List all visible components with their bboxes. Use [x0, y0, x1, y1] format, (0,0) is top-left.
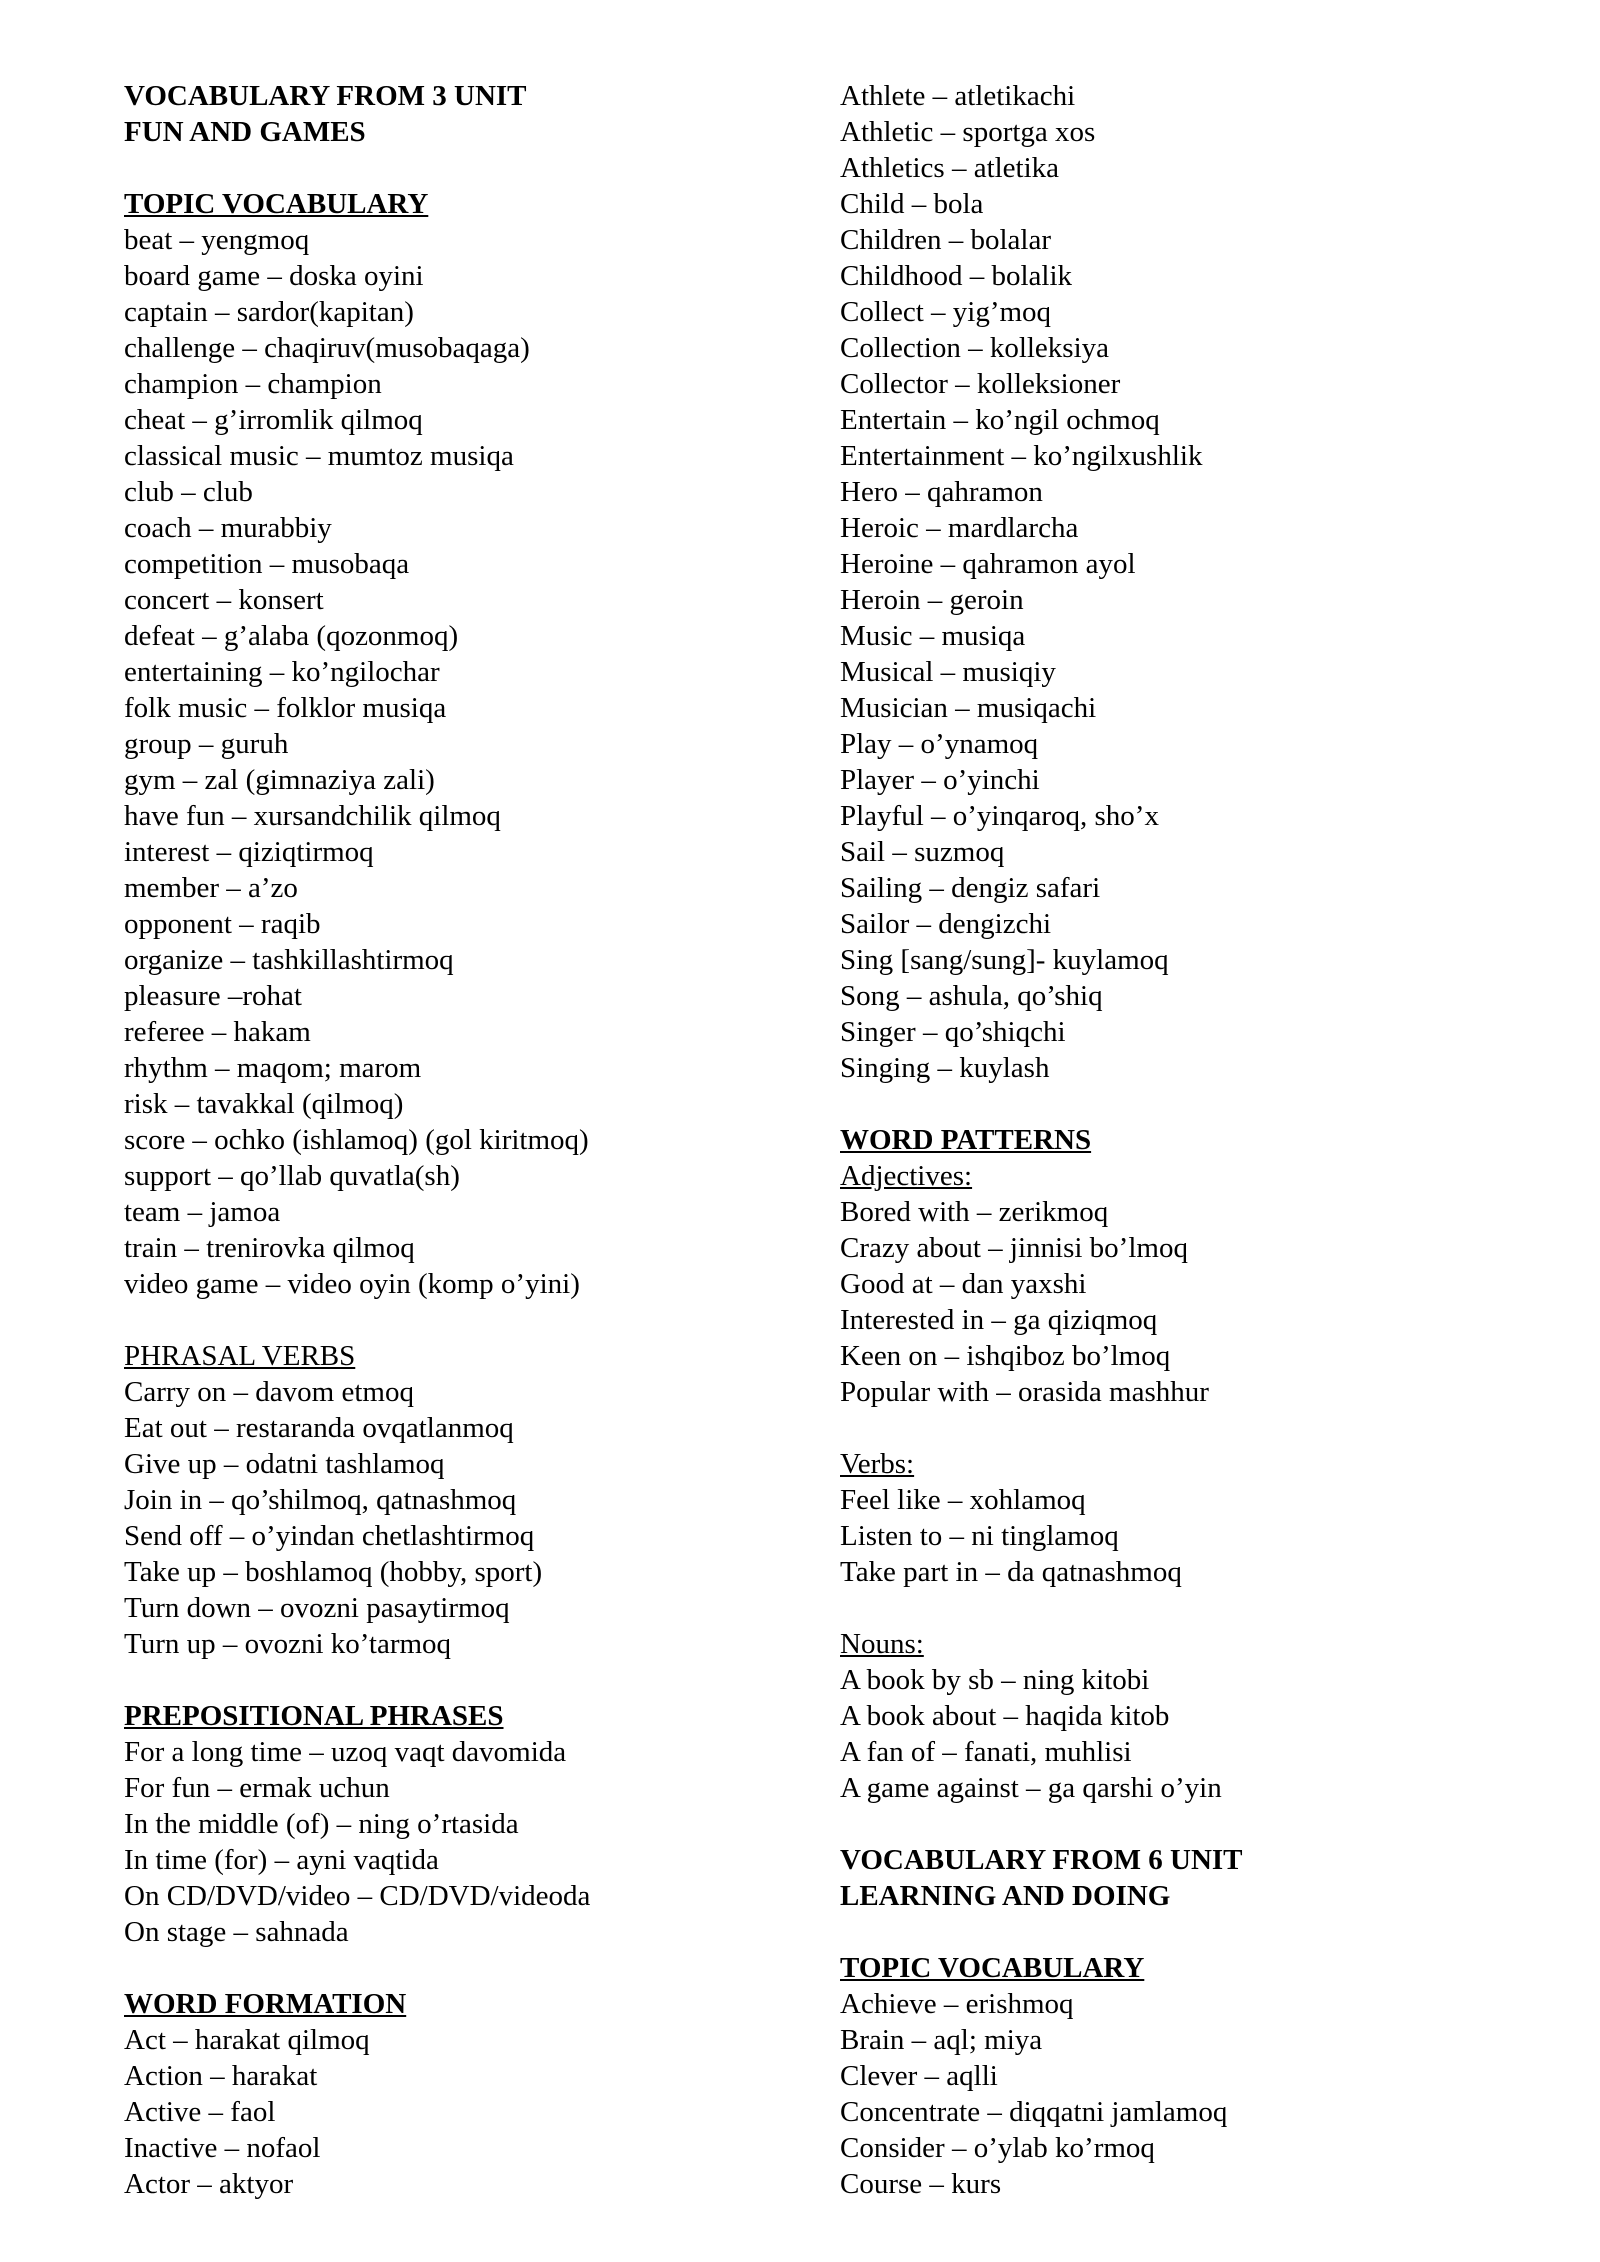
vocab-entry: Heroin – geroin [840, 584, 1024, 616]
vocab-entry: Actor – aktyor [124, 2168, 294, 2200]
vocab-entry: interest – qiziqtirmoq [124, 836, 374, 868]
vocab-entry: board game – doska oyini [124, 260, 424, 292]
vocab-entry: On stage – sahnada [124, 1916, 349, 1948]
vocab-entry: Course – kurs [840, 2168, 1002, 2200]
right-column [840, 78, 1560, 2202]
vocab-entry: Sing [sang/sung]- kuylamoq [840, 944, 1169, 976]
vocab-entry: Consider – o’ylab ko’rmoq [840, 2132, 1155, 2164]
vocab-entry: Clever – aqlli [840, 2060, 998, 2092]
vocab-entry: Carry on – davom etmoq [124, 1376, 414, 1408]
vocab-entry: Player – o’yinchi [840, 764, 1040, 796]
vocab-entry: challenge – chaqiruv(musobaqaga) [124, 332, 530, 364]
vocab-entry: beat – yengmoq [124, 224, 310, 256]
vocab-entry: Singing – kuylash [840, 1052, 1050, 1084]
vocab-entry: Bored with – zerikmoq [840, 1196, 1109, 1228]
vocab-entry: Sail – suzmoq [840, 836, 1005, 868]
prepositional-phrases-list [124, 1734, 804, 1950]
vocab-entry: A book about – haqida kitob [840, 1700, 1170, 1732]
vocab-entry: Good at – dan yaxshi [840, 1268, 1087, 1300]
vocab-entry: Singer – qo’shiqchi [840, 1016, 1066, 1048]
vocab-entry: coach – murabbiy [124, 512, 332, 544]
word-formation-list [124, 2022, 804, 2202]
vocab-entry: Musical – musiqiy [840, 656, 1056, 688]
vocab-entry: Achieve – erishmoq [840, 1988, 1074, 2020]
vocab-entry: Interested in – ga qiziqmoq [840, 1304, 1158, 1336]
vocab-entry: Song – ashula, qo’shiq [840, 980, 1103, 1012]
vocab-entry: Turn down – ovozni pasaytirmoq [124, 1592, 510, 1624]
vocab-entry: Eat out – restaranda ovqatlanmoq [124, 1412, 514, 1444]
vocab-entry: For fun – ermak uchun [124, 1772, 390, 1804]
vocab-entry: opponent – raqib [124, 908, 321, 940]
spacer [840, 1590, 1560, 1626]
unit6-topic-vocabulary-list [840, 1986, 1560, 2202]
vocab-entry: support – qo’llab quvatla(sh) [124, 1160, 460, 1192]
topic-vocabulary-heading: TOPIC VOCABULARY [124, 188, 429, 220]
vocab-entry: A book by sb – ning kitobi [840, 1664, 1150, 1696]
spacer [840, 1086, 1560, 1122]
spacer [124, 150, 804, 186]
vocab-entry: video game – video oyin (komp o’yini) [124, 1268, 580, 1300]
adjectives-list [840, 1194, 1560, 1410]
vocab-entry: Join in – qo’shilmoq, qatnashmoq [124, 1484, 517, 1516]
spacer [840, 1806, 1560, 1842]
prepositional-phrases-heading: PREPOSITIONAL PHRASES [124, 1700, 504, 1732]
spacer [840, 1914, 1560, 1950]
verbs-subheading: Verbs: [840, 1448, 915, 1480]
adjectives-subheading: Adjectives: [840, 1160, 973, 1192]
vocab-entry: A fan of – fanati, muhlisi [840, 1736, 1132, 1768]
vocab-entry: Hero – qahramon [840, 476, 1043, 508]
vocab-entry: Sailing – dengiz safari [840, 872, 1101, 904]
vocab-entry: champion – champion [124, 368, 382, 400]
vocab-entry: team – jamoa [124, 1196, 281, 1228]
vocab-entry: Heroic – mardlarcha [840, 512, 1079, 544]
vocab-entry: Inactive – nofaol [124, 2132, 321, 2164]
vocab-entry: member – a’zo [124, 872, 298, 904]
topic-vocabulary-list [124, 222, 804, 1302]
vocab-entry: In time (for) – ayni vaqtida [124, 1844, 439, 1876]
vocab-entry: On CD/DVD/video – CD/DVD/videoda [124, 1880, 591, 1912]
vocab-entry: Heroine – qahramon ayol [840, 548, 1136, 580]
vocab-entry: For a long time – uzoq vaqt davomida [124, 1736, 567, 1768]
vocab-entry: Childhood – bolalik [840, 260, 1072, 292]
vocab-entry: club – club [124, 476, 253, 508]
vocab-entry: Entertainment – ko’ngilxushlik [840, 440, 1203, 472]
word-formation-list-continued [840, 78, 1560, 1086]
vocab-entry: Give up – odatni tashlamoq [124, 1448, 445, 1480]
vocab-entry: entertaining – ko’ngilochar [124, 656, 440, 688]
unit3-title-line1: VOCABULARY FROM 3 UNIT [124, 80, 527, 112]
unit6-title-line2: LEARNING AND DOING [840, 1880, 1171, 1912]
word-formation-heading: WORD FORMATION [124, 1988, 407, 2020]
vocab-entry: defeat – g’alaba (qozonmoq) [124, 620, 459, 652]
spacer [840, 1410, 1560, 1446]
vocab-entry: Brain – aql; miya [840, 2024, 1043, 2056]
vocab-entry: Sailor – dengizchi [840, 908, 1052, 940]
vocab-entry: cheat – g’irromlik qilmoq [124, 404, 423, 436]
vocab-entry: Keen on – ishqiboz bo’lmoq [840, 1340, 1171, 1372]
vocab-entry: Entertain – ko’ngil ochmoq [840, 404, 1160, 436]
vocab-entry: have fun – xursandchilik qilmoq [124, 800, 501, 832]
vocab-entry: Action – harakat [124, 2060, 318, 2092]
vocab-entry: pleasure –rohat [124, 980, 302, 1012]
spacer [124, 1302, 804, 1338]
vocab-entry: In the middle (of) – ning o’rtasida [124, 1808, 519, 1840]
nouns-list [840, 1662, 1560, 1806]
spacer [124, 1950, 804, 1986]
vocab-entry: Concentrate – diqqatni jamlamoq [840, 2096, 1228, 2128]
vocab-entry: Take part in – da qatnashmoq [840, 1556, 1182, 1588]
spacer [124, 1662, 804, 1698]
verbs-list [840, 1482, 1560, 1590]
vocab-entry: A game against – ga qarshi o’yin [840, 1772, 1222, 1804]
vocab-entry: Popular with – orasida mashhur [840, 1376, 1209, 1408]
unit3-title-line2: FUN AND GAMES [124, 116, 366, 148]
vocab-entry: competition – musobaqa [124, 548, 410, 580]
vocab-entry: train – trenirovka qilmoq [124, 1232, 415, 1264]
vocab-entry: Send off – o’yindan chetlashtirmoq [124, 1520, 535, 1552]
vocab-entry: Feel like – xohlamoq [840, 1484, 1086, 1516]
nouns-subheading: Nouns: [840, 1628, 924, 1660]
left-column [124, 78, 804, 2202]
vocab-entry: score – ochko (ishlamoq) (gol kiritmoq) [124, 1124, 589, 1156]
vocab-entry: Athletics – atletika [840, 152, 1060, 184]
vocab-entry: gym – zal (gimnaziya zali) [124, 764, 435, 796]
vocab-entry: referee – hakam [124, 1016, 311, 1048]
vocab-entry: Act – harakat qilmoq [124, 2024, 370, 2056]
vocab-entry: Music – musiqa [840, 620, 1026, 652]
vocab-entry: Child – bola [840, 188, 984, 220]
unit6-topic-vocabulary-heading: TOPIC VOCABULARY [840, 1952, 1145, 1984]
vocab-entry: Athlete – atletikachi [840, 80, 1076, 112]
word-patterns-heading: WORD PATTERNS [840, 1124, 1092, 1156]
vocab-entry: group – guruh [124, 728, 289, 760]
vocab-entry: captain – sardor(kapitan) [124, 296, 414, 328]
vocab-entry: Play – o’ynamoq [840, 728, 1039, 760]
vocab-entry: Active – faol [124, 2096, 276, 2128]
vocab-entry: Collector – kolleksioner [840, 368, 1121, 400]
vocab-entry: risk – tavakkal (qilmoq) [124, 1088, 404, 1120]
vocab-entry: concert – konsert [124, 584, 324, 616]
vocab-entry: Children – bolalar [840, 224, 1052, 256]
phrasal-verbs-list [124, 1374, 804, 1662]
vocab-entry: classical music – mumtoz musiqa [124, 440, 514, 472]
vocab-entry: Take up – boshlamoq (hobby, sport) [124, 1556, 543, 1588]
vocab-entry: Collection – kolleksiya [840, 332, 1110, 364]
vocab-entry: folk music – folklor musiqa [124, 692, 447, 724]
vocab-entry: Musician – musiqachi [840, 692, 1097, 724]
vocab-entry: Athletic – sportga xos [840, 116, 1096, 148]
phrasal-verbs-heading: PHRASAL VERBS [124, 1340, 356, 1372]
vocab-entry: Listen to – ni tinglamoq [840, 1520, 1119, 1552]
vocab-entry: Crazy about – jinnisi bo’lmoq [840, 1232, 1188, 1264]
vocab-entry: Collect – yig’moq [840, 296, 1052, 328]
vocab-entry: Playful – o’yinqaroq, sho’x [840, 800, 1159, 832]
unit6-title-line1: VOCABULARY FROM 6 UNIT [840, 1844, 1243, 1876]
vocab-entry: Turn up – ovozni ko’tarmoq [124, 1628, 452, 1660]
vocab-entry: organize – tashkillashtirmoq [124, 944, 454, 976]
vocab-entry: rhythm – maqom; marom [124, 1052, 422, 1084]
